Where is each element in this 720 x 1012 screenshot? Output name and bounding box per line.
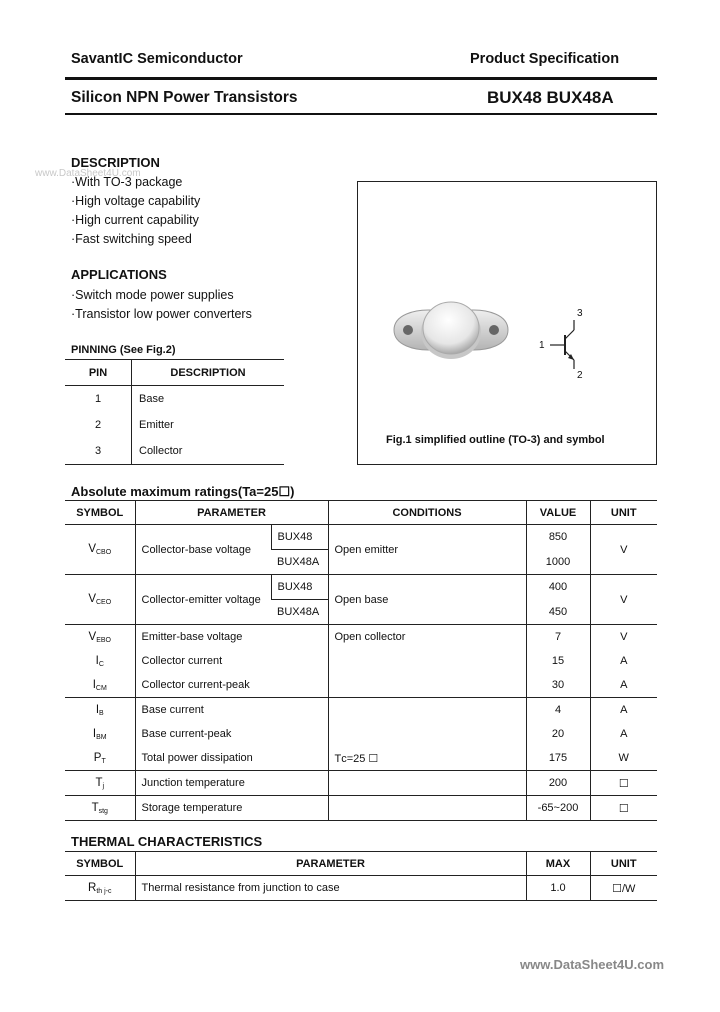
list-item: ·Switch mode power supplies [71, 288, 234, 302]
parameter-cell: Emitter-base voltage [135, 625, 328, 650]
symbol-cell: $T_j$ [65, 771, 135, 796]
unit-cell: ☐ [590, 796, 657, 821]
condition-cell [328, 698, 526, 723]
value-cell: 15 [526, 649, 590, 673]
table-row [65, 673, 657, 698]
table-row [65, 722, 657, 746]
applications-title: APPLICATIONS [71, 267, 167, 282]
table-row [65, 412, 284, 438]
parameter-cell: Junction temperature [135, 771, 328, 796]
condition-cell [328, 796, 526, 821]
symbol-cell: $I_B$ [65, 698, 135, 723]
symbol-cell: $V_{EBO}$ [65, 625, 135, 650]
parameter-cell: Collector current-peak [135, 673, 328, 698]
value-cell: 7 [526, 625, 590, 650]
part-numbers: BUX48 BUX48A [487, 88, 614, 107]
parameter-cell: Collector-emitter voltage [135, 575, 271, 625]
ratings-title: Absolute maximum ratings(Ta=25☐) [71, 484, 295, 499]
value-cell: 450 [526, 600, 590, 625]
pin-label-base: 1 [539, 340, 545, 351]
description-list [71, 173, 200, 249]
pinning-title: PINNING (See Fig.2) [71, 344, 176, 356]
unit-cell: A [590, 722, 657, 746]
col-conditions: CONDITIONS [328, 501, 526, 525]
variant-cell: BUX48 [271, 525, 328, 550]
table-row [65, 438, 284, 465]
unit-cell: A [590, 698, 657, 723]
list-item: ·With TO-3 package [71, 175, 183, 189]
col-symbol: SYMBOL [65, 501, 135, 525]
condition-cell [328, 771, 526, 796]
symbol-cell: $I_C$ [95, 654, 104, 668]
value-cell: 400 [526, 575, 590, 600]
unit-cell: V [590, 575, 657, 625]
table-row [65, 649, 657, 673]
symbol-cell: $R_{th j-c}$ [88, 881, 112, 895]
doc-type: Product Specification [470, 51, 620, 67]
table-row [65, 771, 657, 796]
product-line: Silicon NPN Power Transistors [71, 89, 298, 106]
unit-cell: V [590, 625, 657, 650]
list-item: ·High voltage capability [71, 194, 201, 208]
table-row [65, 746, 657, 771]
thermal-title: THERMAL CHARACTERISTICS [71, 834, 263, 849]
footer-link[interactable]: www.DataSheet4U.com [520, 957, 665, 972]
col-parameter: PARAMETER [135, 501, 328, 525]
pin-label-emitter: 2 [577, 370, 583, 381]
symbol-cell: $I_{BM}$ [92, 727, 107, 741]
col-unit: UNIT [590, 852, 657, 876]
unit-cell: V [590, 525, 657, 575]
symbol-cell: $V_{CEO}$ [65, 575, 135, 625]
table-row [65, 575, 657, 600]
list-item: ·Fast switching speed [71, 232, 192, 246]
condition-cell: Tᴄ=25 ☐ [328, 746, 526, 771]
pin-number: 2 [65, 412, 132, 438]
pin-label-collector: 3 [577, 308, 583, 319]
table-row [65, 625, 657, 650]
unit-cell: W [590, 746, 657, 771]
ratings-table [65, 500, 657, 821]
description-title: DESCRIPTION [71, 155, 160, 170]
col-parameter: PARAMETER [135, 852, 526, 876]
col-max: MAX [526, 852, 590, 876]
unit-cell: A [590, 649, 657, 673]
watermark: www.DataSheet4U.com [35, 168, 141, 179]
figure-caption: Fig.1 simplified outline (TO-3) and symbol [386, 434, 605, 446]
col-symbol: SYMBOL [65, 852, 135, 876]
company-name: SavantIC Semiconductor [71, 51, 243, 67]
header-rule-bottom [65, 113, 657, 115]
parameter-cell: Storage temperature [135, 796, 328, 821]
pin-header: PIN [65, 360, 132, 386]
condition-cell: Open collector [328, 625, 526, 650]
variant-cell: BUX48A [271, 550, 328, 575]
pin-description: Base [139, 393, 165, 405]
value-cell: 1000 [526, 550, 590, 575]
figure-box [357, 181, 657, 465]
header-rule-top [65, 77, 657, 80]
table-row [65, 796, 657, 821]
col-value: VALUE [526, 501, 590, 525]
desc-header: DESCRIPTION [132, 360, 285, 386]
parameter-cell: Collector current [135, 649, 328, 673]
pinning-table [65, 360, 284, 465]
unit-cell: ☐/W [590, 876, 657, 901]
list-item: ·Transistor low power converters [71, 307, 252, 321]
thermal-table [65, 851, 657, 901]
parameter-cell: Thermal resistance from junction to case [135, 876, 526, 901]
symbol-cell: $P_T$ [93, 751, 106, 765]
applications-list [71, 286, 252, 324]
symbol-cell: $T_{stg}$ [65, 796, 135, 821]
variant-cell: BUX48A [271, 600, 328, 625]
value-cell: 4 [526, 698, 590, 723]
max-cell: 1.0 [526, 876, 590, 901]
value-cell: 850 [526, 525, 590, 550]
list-item: ·High current capability [71, 213, 199, 227]
col-unit: UNIT [590, 501, 657, 525]
parameter-cell: Base current [135, 698, 328, 723]
parameter-cell: Base current-peak [135, 722, 328, 746]
value-cell: 200 [526, 771, 590, 796]
table-row [65, 386, 284, 413]
table-row [65, 876, 657, 901]
condition-cell [328, 722, 526, 746]
pin-description: Emitter [139, 419, 174, 431]
symbol-cell: $V_{CBO}$ [88, 543, 112, 556]
table-row [65, 698, 657, 723]
pin-number: 1 [65, 386, 132, 413]
value-cell: 30 [526, 673, 590, 698]
condition-cell: Open emitter [328, 525, 526, 575]
value-cell: 175 [526, 746, 590, 771]
pin-description: Collector [132, 438, 285, 465]
parameter-cell: Total power dissipation [135, 746, 328, 771]
condition-cell: Open base [328, 575, 526, 625]
variant-cell: BUX48 [271, 575, 328, 600]
value-cell: 20 [526, 722, 590, 746]
value-cell: -65~200 [526, 796, 590, 821]
unit-cell: A [590, 673, 657, 698]
pin-number: 3 [65, 438, 132, 465]
table-row [65, 525, 657, 550]
condition-cell [328, 673, 526, 698]
unit-cell: ☐ [590, 771, 657, 796]
parameter-cell: Collector-base voltage [135, 525, 271, 575]
transistor-symbol-icon [358, 182, 656, 464]
condition-cell [328, 649, 526, 673]
symbol-cell: $I_{CM}$ [92, 678, 107, 692]
